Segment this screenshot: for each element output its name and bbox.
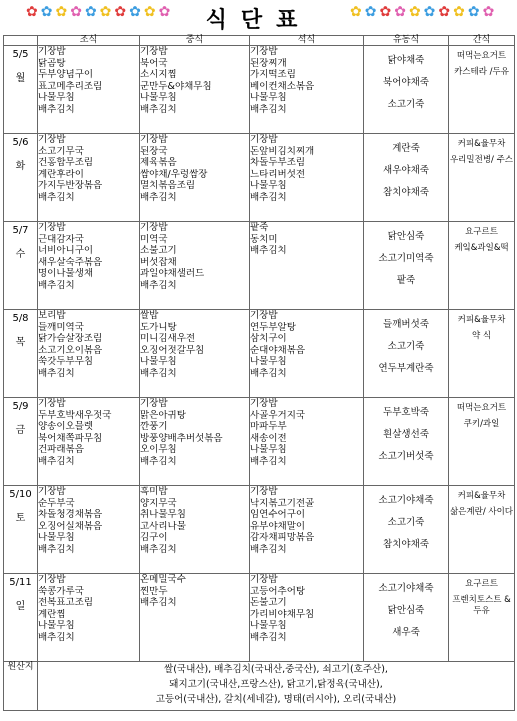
menu-item: 커피&율무차: [457, 315, 506, 325]
origin-line: 쌀(국내산), 배추김치(국내산,중국산), 쇠고기(호주산),: [164, 664, 388, 675]
menu-item: 배추김치: [140, 367, 177, 379]
menu-item: 쌈야채/우렁쌈장: [140, 168, 208, 180]
menu-item: 나물무침: [250, 444, 287, 456]
menu-item: 베이컨채소볶음: [250, 80, 315, 92]
menu-item: 소고기야채죽: [378, 583, 434, 594]
menu-item: 흰살생선죽: [383, 429, 429, 440]
breakfast-cell: [38, 222, 140, 310]
date-cell: [4, 222, 38, 310]
day-row: [4, 134, 515, 222]
origin-row: [4, 662, 515, 711]
snack-cell: [449, 398, 515, 486]
menu-item: 기장밥: [140, 46, 168, 57]
menu-item: 도가니탕: [140, 321, 177, 333]
menu-item: 배추김치: [38, 103, 75, 115]
menu-item: 나물무침: [38, 620, 75, 632]
origin-line: 돼지고기(국내산,프랑스산), 닭고기,닭정육(국내산),: [169, 679, 383, 690]
menu-item: 쑥콩가루국: [38, 585, 84, 597]
menu-item: 소시지찜: [140, 69, 177, 81]
menu-item: 소고기오이볶음: [38, 344, 103, 356]
menu-item: 새우살숙주볶음: [38, 256, 103, 268]
menu-item: 쑥갓두부무침: [38, 356, 94, 368]
menu-item: 기장밥: [38, 222, 66, 233]
date-label: 5/6: [12, 137, 29, 148]
menu-item: 배추김치: [140, 103, 177, 115]
lunch-cell: [140, 486, 250, 574]
dinner-cell: [250, 310, 364, 398]
menu-item: 나물무침: [140, 92, 177, 104]
menu-item: 나물무침: [38, 92, 75, 104]
date-label: 5/10: [9, 489, 32, 500]
menu-item: 기장밥: [250, 574, 278, 585]
menu-item: 배추김치: [250, 103, 287, 115]
menu-item: 팥죽: [250, 222, 269, 233]
weekday-label: 토: [15, 513, 26, 524]
day-row: [4, 222, 515, 310]
menu-item: 팥죽: [396, 275, 416, 286]
menu-item: 삼치구이: [250, 333, 287, 345]
menu-item: 배추김치: [38, 455, 75, 467]
snack-cell: [449, 574, 515, 662]
menu-item: 돈앞비김치찌개: [250, 145, 315, 157]
weekday-label: 일: [15, 601, 26, 612]
menu-item: 쿠키/과일: [463, 419, 500, 429]
menu-item: 온메밀국수: [140, 574, 186, 585]
menu-item: 떠먹는요거트: [456, 51, 507, 61]
menu-item: 김구이: [140, 532, 168, 544]
lunch-cell: [140, 398, 250, 486]
menu-item: 버섯잡채: [140, 256, 177, 268]
menu-item: 양지무국: [140, 497, 177, 509]
lunch-cell: [140, 310, 250, 398]
menu-item: 된장찌개: [250, 57, 287, 69]
menu-item: 기장밥: [38, 486, 66, 497]
menu-item: 북어야채죽: [383, 77, 429, 88]
menu-item: 멸치볶음조림: [140, 180, 196, 192]
origin-text: [38, 662, 515, 711]
date-label: 5/9: [12, 401, 29, 412]
date-cell: [4, 574, 38, 662]
menu-item: 가지떡조림: [250, 69, 296, 81]
menu-item: 고등어추어탕: [250, 585, 306, 597]
menu-item: 건파래볶음: [38, 444, 84, 456]
date-cell: [4, 310, 38, 398]
menu-item: 소고기죽: [387, 341, 425, 352]
menu-item: 닭가슴살장조림: [38, 333, 103, 345]
menu-item: 소고기죽: [387, 517, 425, 528]
menu-item: 유부야채말이: [250, 520, 306, 532]
menu-item: 배추김치: [38, 191, 75, 203]
menu-item: 표고메추리조림: [38, 80, 103, 92]
menu-item: 명이나물생채: [38, 268, 94, 280]
menu-item: 나물무침: [250, 356, 287, 368]
menu-item: 북어채쪽파무침: [38, 432, 103, 444]
snack-cell: [449, 134, 515, 222]
menu-item: 들깨미역국: [38, 321, 84, 333]
menu-item: 양송이오믈렛: [38, 421, 94, 433]
breakfast-cell: [38, 310, 140, 398]
menu-item: 순두부국: [38, 497, 75, 509]
liquid-diet-cell: [364, 222, 449, 310]
menu-item: 순대야채볶음: [250, 344, 306, 356]
weekday-label: 목: [15, 337, 26, 348]
dinner-cell: [250, 486, 364, 574]
menu-item: 오징어젓갈무침: [140, 344, 205, 356]
menu-item: 오징어실채볶음: [38, 520, 103, 532]
day-row: [4, 398, 515, 486]
snack-cell: [449, 222, 515, 310]
menu-item: 과일야채샐러드: [140, 268, 205, 280]
menu-item: 가리비야채무침: [250, 608, 315, 620]
menu-item: 배추김치: [250, 367, 287, 379]
header-row: [4, 36, 515, 46]
menu-item: 전복표고조림: [38, 597, 94, 609]
title-bar: [0, 0, 517, 36]
menu-item: 참치야채죽: [383, 187, 429, 198]
weekday-label: 금: [15, 425, 26, 436]
liquid-diet-cell: [364, 134, 449, 222]
menu-item: 쌀밥: [140, 310, 159, 321]
dinner-cell: [250, 222, 364, 310]
menu-item: 동치미: [250, 233, 278, 245]
menu-item: 느타리버섯전: [250, 168, 306, 180]
menu-item: 돈불고기: [250, 597, 287, 609]
menu-item: 기장밥: [140, 134, 168, 145]
menu-item: 마파두부: [250, 421, 287, 433]
menu-item: 기장밥: [250, 46, 278, 57]
menu-item: 배추김치: [140, 597, 177, 609]
liquid-diet-cell: [364, 486, 449, 574]
flower-decoration-left: ✿ ✿ ✿ ✿ ✿ ✿ ✿ ✿ ✿ ✿: [26, 4, 172, 20]
lunch-cell: [140, 574, 250, 662]
header-date: [4, 36, 38, 46]
menu-item: 계란죽: [392, 143, 420, 154]
menu-item: 배추김치: [140, 455, 177, 467]
menu-item: 낙지볶고기전골: [250, 497, 315, 509]
menu-item: 제육볶음: [140, 157, 177, 169]
menu-item: 커피&율무차: [457, 139, 506, 149]
menu-item: 커피&율무차: [457, 491, 506, 501]
menu-item: 배추김치: [250, 455, 287, 467]
liquid-diet-cell: [364, 310, 449, 398]
lunch-cell: [140, 222, 250, 310]
menu-item: 기장밥: [140, 222, 168, 233]
menu-item: 연두부알탕: [250, 321, 296, 333]
date-cell: [4, 46, 38, 134]
menu-item: 두부양념구이: [38, 69, 94, 81]
menu-item: 나물무침: [38, 532, 75, 544]
menu-item: 배추김치: [38, 543, 75, 555]
snack-cell: [449, 310, 515, 398]
menu-item: 너비아니구이: [38, 245, 94, 257]
header-liquid-diet: 유동식: [364, 36, 449, 46]
menu-item: 기장밥: [38, 398, 66, 409]
menu-item: 연두부계란죽: [378, 363, 434, 374]
menu-item: 사골우거지국: [250, 409, 306, 421]
menu-item: 보리밥: [38, 310, 66, 321]
menu-item: 계란찜: [38, 608, 66, 620]
snack-cell: [449, 46, 515, 134]
menu-item: 배추김치: [250, 191, 287, 203]
menu-item: 기장밥: [38, 574, 66, 585]
menu-item: 새송이전: [250, 432, 287, 444]
menu-item: 배추김치: [250, 543, 287, 555]
date-label: 5/7: [12, 225, 29, 236]
date-cell: [4, 486, 38, 574]
date-cell: [4, 398, 38, 486]
menu-item: 기장밥: [140, 398, 168, 409]
menu-item: 나물무침: [250, 620, 287, 632]
menu-item: 약 식: [471, 331, 492, 341]
menu-item: 근대감자국: [38, 233, 84, 245]
liquid-diet-cell: [364, 46, 449, 134]
menu-item: 떠먹는요거트: [456, 403, 507, 413]
menu-item: 감자채피망볶음: [250, 532, 315, 544]
menu-item: 방풍양배추버섯볶음: [140, 432, 223, 444]
menu-item: 요구르트: [465, 227, 498, 237]
menu-item: 미역국: [140, 233, 168, 245]
menu-item: 배추김치: [38, 367, 75, 379]
menu-item: 닭안심죽: [387, 605, 425, 616]
menu-item: 나물무침: [250, 92, 287, 104]
menu-item: 배추김치: [250, 631, 287, 643]
menu-item: 배추김치: [38, 631, 75, 643]
menu-item: 닭야채죽: [387, 55, 425, 66]
day-row: [4, 310, 515, 398]
breakfast-cell: [38, 134, 140, 222]
menu-item: 소고기버섯죽: [378, 451, 434, 462]
menu-item: 기장밥: [250, 134, 278, 145]
menu-item: 소고기무국: [38, 145, 84, 157]
menu-item: 기장밥: [250, 486, 278, 497]
liquid-diet-cell: [364, 574, 449, 662]
header-lunch: 중식: [140, 36, 250, 46]
menu-item: 배추김치: [250, 245, 287, 257]
date-label: 5/11: [9, 577, 32, 588]
weekday-label: 수: [15, 249, 26, 260]
dinner-cell: [250, 46, 364, 134]
menu-item: 찐만두: [140, 585, 168, 597]
date-label: 5/5: [12, 49, 29, 60]
meal-plan-table: [3, 35, 515, 711]
date-label: 5/8: [12, 313, 29, 324]
menu-item: 배추김치: [140, 543, 177, 555]
menu-item: 닭곰탕: [38, 57, 66, 69]
date-cell: [4, 134, 38, 222]
menu-item: 건홍합무조림: [38, 157, 94, 169]
breakfast-cell: [38, 574, 140, 662]
menu-item: 흑미밥: [140, 486, 168, 497]
menu-item: 배추김치: [140, 191, 177, 203]
weekday-label: 월: [15, 73, 26, 84]
menu-item: 두부호박죽: [383, 407, 429, 418]
header-snack: 간식: [449, 36, 515, 46]
menu-item: 새우야채죽: [383, 165, 429, 176]
menu-item: 차돌두부조림: [250, 157, 306, 169]
menu-item: 가지두반장볶음: [38, 180, 103, 192]
menu-item: 카스테라 /두유: [454, 67, 509, 77]
menu-item: 계란후라이: [38, 168, 84, 180]
origin-label: 원산지: [4, 662, 38, 711]
weekday-label: 화: [15, 161, 26, 172]
menu-item: 닭안심죽: [387, 231, 425, 242]
menu-item: 소고기야채죽: [378, 495, 434, 506]
menu-item: 기장밥: [38, 46, 66, 57]
menu-item: 소고기죽: [387, 99, 425, 110]
menu-item: 고사리나물: [140, 520, 186, 532]
menu-item: 기장밥: [250, 310, 278, 321]
menu-item: 배추김치: [38, 279, 75, 291]
dinner-cell: [250, 574, 364, 662]
menu-item: 소고기미역죽: [378, 253, 434, 264]
menu-item: 삶은계란/ 사이다: [449, 507, 514, 517]
menu-item: 우리밀전병/ 주스: [449, 155, 514, 165]
day-row: [4, 46, 515, 134]
flower-decoration-right: ✿ ✿ ✿ ✿ ✿ ✿ ✿ ✿ ✿ ✿: [350, 4, 496, 20]
menu-item: 소불고기: [140, 245, 177, 257]
menu-item: 새우죽: [392, 627, 420, 638]
menu-item: 참치야채죽: [383, 539, 429, 550]
liquid-diet-cell: [364, 398, 449, 486]
menu-item: 취나물무침: [140, 509, 186, 521]
menu-item: 요구르트: [465, 579, 498, 589]
menu-item: 된장국: [140, 145, 168, 157]
dinner-cell: [250, 134, 364, 222]
dinner-cell: [250, 398, 364, 486]
menu-item: 프렌치토스트 & 두유: [452, 595, 511, 616]
menu-item: 깐풍기: [140, 421, 168, 433]
menu-item: 미니김새우전: [140, 333, 196, 345]
page-title: 식단표: [205, 8, 312, 33]
lunch-cell: [140, 134, 250, 222]
menu-item: 오이무침: [140, 444, 177, 456]
menu-item: 배추김치: [140, 279, 177, 291]
breakfast-cell: [38, 486, 140, 574]
header-dinner: 석식: [250, 36, 364, 46]
day-row: [4, 574, 515, 662]
menu-item: 군만두&야채무침: [140, 80, 212, 92]
menu-item: 나물무침: [250, 180, 287, 192]
menu-item: 기장밥: [250, 398, 278, 409]
menu-item: 맑은아귀탕: [140, 409, 186, 421]
menu-item: 케잌&과일&떡: [454, 243, 509, 253]
day-row: [4, 486, 515, 574]
breakfast-cell: [38, 398, 140, 486]
menu-item: 두부호박새우젓국: [38, 409, 112, 421]
snack-cell: [449, 486, 515, 574]
menu-item: 임연수어구이: [250, 509, 306, 521]
menu-item: 북어국: [140, 57, 168, 69]
menu-item: 기장밥: [38, 134, 66, 145]
header-breakfast: 조식: [38, 36, 140, 46]
breakfast-cell: [38, 46, 140, 134]
origin-line: 고등어(국내산), 갈치(세네갈), 명태(러시아), 오리(국내산): [155, 694, 397, 705]
lunch-cell: [140, 46, 250, 134]
menu-item: 차돌청경채볶음: [38, 509, 103, 521]
menu-item: 들깨버섯죽: [383, 319, 429, 330]
menu-item: 나물무침: [140, 356, 177, 368]
